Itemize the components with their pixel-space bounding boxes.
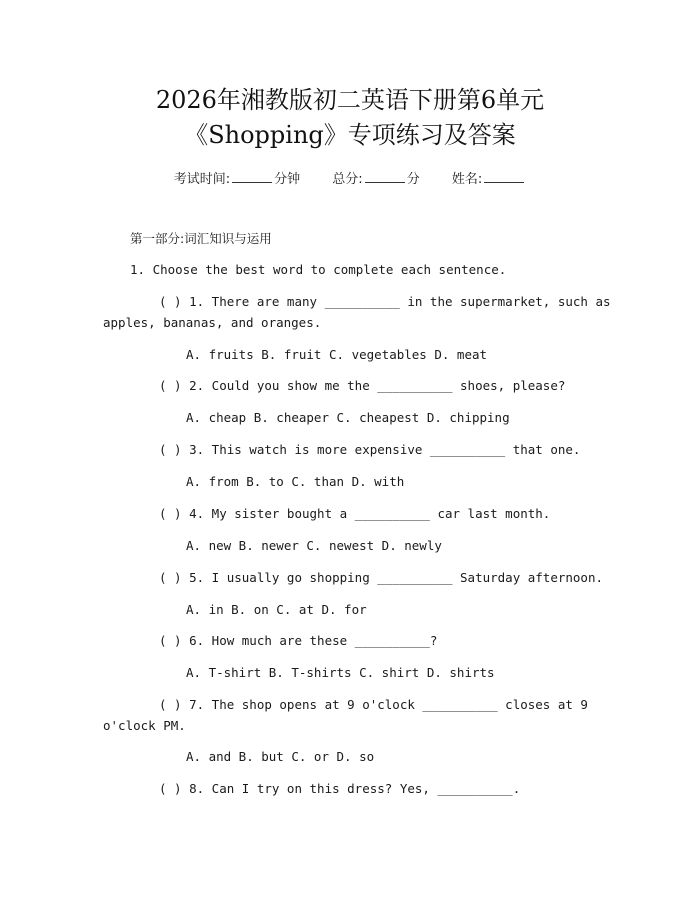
exam-meta (0, 170, 700, 188)
question-4-options: A. new B. newer C. newest D. newly (186, 538, 442, 553)
question-3-line-1: ( ) 3. This watch is more expensive __________ that one. (159, 442, 581, 457)
name-blank (484, 170, 524, 183)
page-title-line-2: 《Shopping》专项练习及答案 (184, 121, 516, 149)
name-field (452, 172, 526, 187)
question-7-line-1: ( ) 7. The shop opens at 9 o'clock __________ closes at 9 (159, 697, 588, 712)
instruction: 1. Choose the best word to complete each sentence. (130, 262, 507, 277)
name-label: 姓名: (451, 172, 483, 187)
question-5-options: A. in B. on C. at D. for (186, 602, 367, 617)
time-unit: 分钟 (274, 172, 301, 187)
question-1-line-1: ( ) 1. There are many __________ in the supermarket, such as (159, 294, 611, 309)
question-7-options: A. and B. but C. or D. so (186, 749, 375, 764)
question-3-options: A. from B. to C. than D. with (186, 474, 405, 489)
question-7-line-2: o'clock PM. (103, 718, 186, 733)
question-5-line-1: ( ) 5. I usually go shopping __________ Saturday afternoon. (159, 570, 604, 585)
score-unit: 分 (406, 172, 420, 187)
question-1-options: A. fruits B. fruit C. vegetables D. meat (186, 347, 488, 362)
score-label: 总分: (332, 172, 363, 187)
question-8-line-1: ( ) 8. Can I try on this dress? Yes, __________. (159, 781, 521, 796)
time-blank (232, 170, 272, 183)
question-1-line-2: apples, bananas, and oranges. (103, 315, 322, 330)
question-6-line-1: ( ) 6. How much are these __________? (159, 633, 438, 648)
question-6-options: A. T-shirt B. T-shirts C. shirt D. shirts (186, 665, 495, 680)
question-4-line-1: ( ) 4. My sister bought a __________ car last month. (159, 506, 551, 521)
score-field (332, 172, 424, 187)
question-2-line-1: ( ) 2. Could you show me the __________ shoes, please? (159, 378, 566, 393)
section-title: 第一部分:词汇知识与运用 (130, 231, 272, 246)
page-title-line-1: 2026年湘教版初二英语下册第6单元 (155, 86, 545, 114)
time-label: 考试时间: (173, 172, 231, 187)
time-field (174, 172, 305, 187)
score-blank (365, 170, 405, 183)
question-2-options: A. cheap B. cheaper C. cheapest D. chipping (186, 410, 510, 425)
